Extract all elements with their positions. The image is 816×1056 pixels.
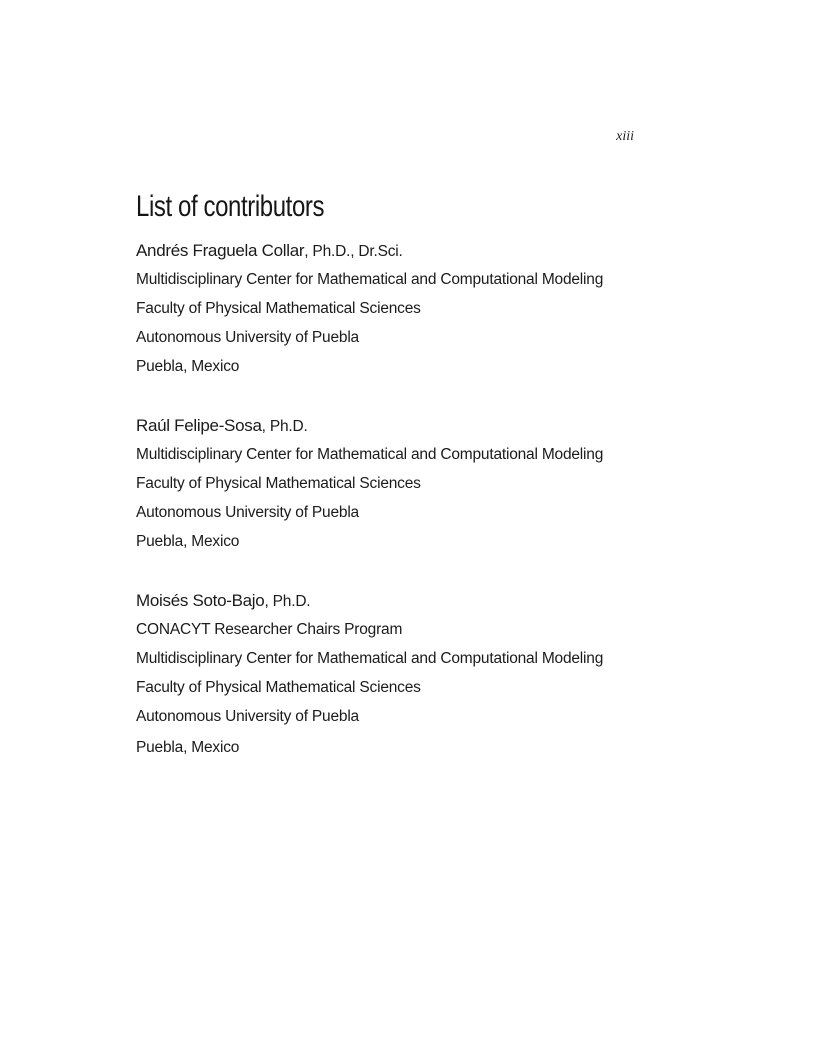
- affiliation-line: CONACYT Researcher Chairs Program: [136, 621, 403, 638]
- contributor-credentials: , Ph.D.: [264, 593, 311, 610]
- contributor-credentials: , Ph.D., Dr.Sci.: [304, 243, 403, 260]
- page-title: List of contributors: [136, 190, 325, 223]
- affiliation-line: Puebla, Mexico: [136, 739, 240, 756]
- affiliation-line: Multidisciplinary Center for Mathematical and Computational Modeling: [136, 650, 604, 667]
- contributor-name-line: [136, 586, 696, 615]
- contributor-credentials: , Ph.D.: [261, 418, 308, 435]
- affiliation-line: Autonomous University of Puebla: [136, 329, 359, 346]
- contributor-name-line: [136, 236, 696, 265]
- affiliation-line: Puebla, Mexico: [136, 533, 240, 550]
- affiliation-line: Autonomous University of Puebla: [136, 504, 359, 521]
- affiliation-line: Faculty of Physical Mathematical Sciences: [136, 679, 421, 696]
- contributor-block: [136, 586, 696, 762]
- affiliation-line: Puebla, Mexico: [136, 358, 240, 375]
- contributor-name: Moisés Soto-Bajo: [136, 591, 265, 610]
- affiliation-line: Faculty of Physical Mathematical Sciences: [136, 300, 421, 317]
- affiliation-line: Faculty of Physical Mathematical Sciences: [136, 475, 421, 492]
- contributor-block: [136, 236, 696, 381]
- contributor-name-line: [136, 411, 696, 440]
- contributor-name: Raúl Felipe-Sosa: [136, 416, 262, 435]
- contributor-name: Andrés Fraguela Collar: [136, 241, 305, 260]
- page-content: [136, 0, 696, 762]
- contributor-block: [136, 411, 696, 556]
- contributor-list: [136, 236, 696, 762]
- affiliation-line: Multidisciplinary Center for Mathematical and Computational Modeling: [136, 271, 604, 288]
- affiliation-line: Autonomous University of Puebla: [136, 708, 359, 725]
- page-number: xiii: [616, 129, 634, 144]
- affiliation-line: Multidisciplinary Center for Mathematical and Computational Modeling: [136, 446, 604, 463]
